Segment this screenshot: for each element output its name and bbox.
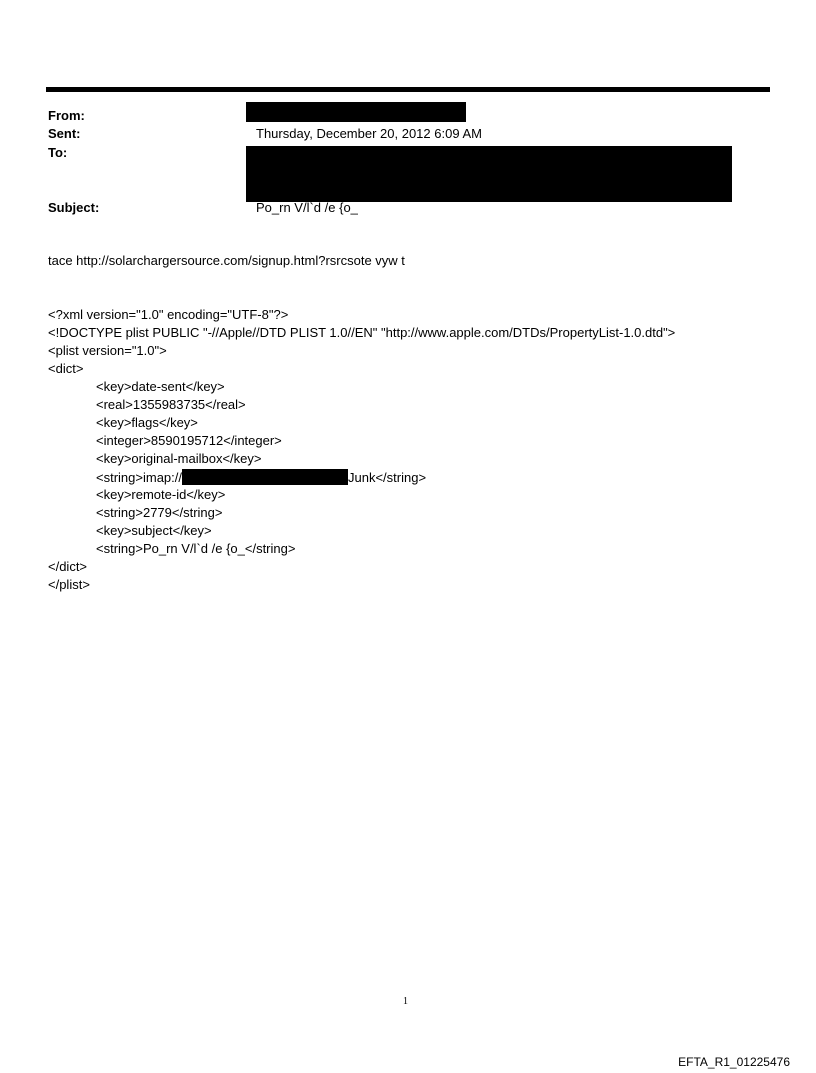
- header-rule: [46, 87, 770, 92]
- plist-close: </plist>: [48, 577, 90, 592]
- xml-declaration: <?xml version="1.0" encoding="UTF-8"?>: [48, 307, 289, 322]
- to-redaction: [246, 146, 732, 202]
- from-label: From:: [48, 108, 85, 123]
- dict-line: <key>date-sent</key>: [96, 379, 225, 394]
- bates-number: EFTA_R1_01225476: [678, 1055, 790, 1069]
- dict-line: <key>remote-id</key>: [96, 487, 226, 502]
- dict-line: <key>subject</key>: [96, 523, 212, 538]
- mailbox-prefix: <string>imap://: [96, 470, 182, 485]
- to-label: To:: [48, 145, 68, 160]
- dict-line: <key>flags</key>: [96, 415, 198, 430]
- subject-label: Subject:: [48, 200, 100, 215]
- plist-open: <plist version="1.0">: [48, 343, 167, 358]
- dict-line: <real>1355983735</real>: [96, 397, 246, 412]
- mailbox-redaction: [182, 469, 348, 485]
- sent-value: Thursday, December 20, 2012 6:09 AM: [256, 126, 482, 141]
- dict-close: </dict>: [48, 559, 88, 574]
- dict-open: <dict>: [48, 361, 84, 376]
- from-redaction: [246, 102, 466, 122]
- mailbox-line: [96, 469, 426, 485]
- mailbox-suffix: Junk</string>: [348, 470, 427, 485]
- dict-line: <string>Po_rn V/l`d /e {o_</string>: [96, 541, 296, 556]
- subject-value: Po_rn V/l`d /e {o_: [256, 200, 358, 215]
- intro-line: tace http://solarchargersource.com/signup.html?rsrcsote vyw t: [48, 253, 405, 268]
- sent-label: Sent:: [48, 126, 81, 141]
- dict-line: <integer>8590195712</integer>: [96, 433, 282, 448]
- page-number: 1: [403, 996, 408, 1007]
- doctype-line: <!DOCTYPE plist PUBLIC "-//Apple//DTD PLIST 1.0//EN" "http://www.apple.com/DTDs/PropertyList-1.0.dtd">: [48, 325, 676, 340]
- dict-line: <key>original-mailbox</key>: [96, 451, 262, 466]
- dict-line: <string>2779</string>: [96, 505, 223, 520]
